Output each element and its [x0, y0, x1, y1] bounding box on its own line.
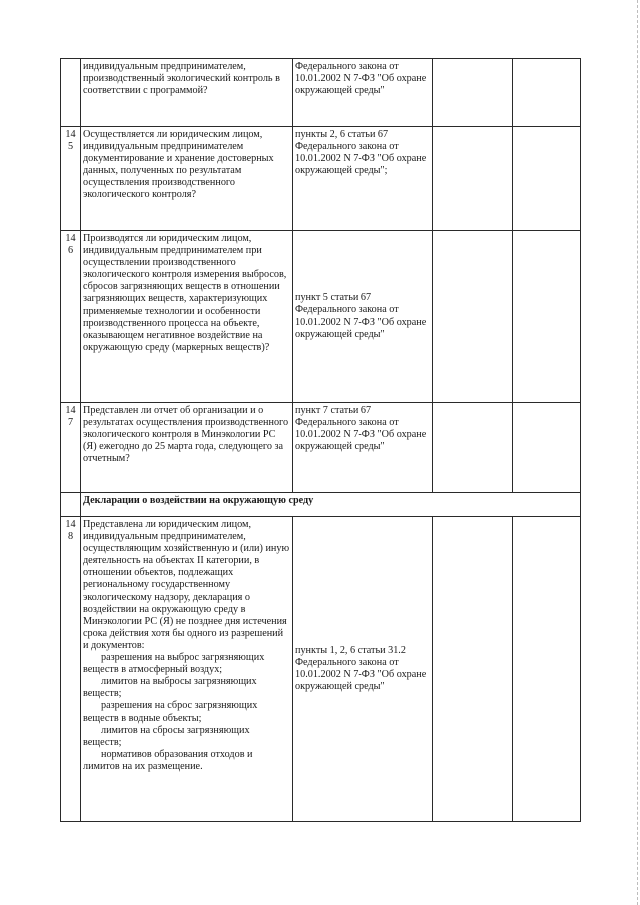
empty-cell — [433, 59, 513, 127]
checklist-table — [60, 58, 581, 822]
table-row — [61, 127, 581, 231]
empty-cell — [513, 517, 581, 822]
row-number: 146 — [61, 231, 81, 403]
row-number — [61, 59, 81, 127]
empty-cell — [433, 517, 513, 822]
row-number: 147 — [61, 403, 81, 493]
question-text: Осуществляется ли юридическим лицом, индивидуальным предпринимателем документирование и хранение достоверных данных, полученных по результатам осуществления производственного экологического контроля? — [81, 127, 293, 231]
empty-cell — [513, 59, 581, 127]
table-row — [61, 231, 581, 403]
law-reference: пункты 2, 6 статьи 67 Федерального закона от 10.01.2002 N 7-ФЗ "Об охране окружающей среды"; — [293, 127, 433, 231]
question-text: Представлен ли отчет об организации и о результатах осуществления производственного экологического контроля в Минэкологии РС (Я) ежегодно до 25 марта года, следующего за отчетным? — [81, 403, 293, 493]
section-row — [61, 493, 581, 517]
law-reference: пункты 1, 2, 6 статьи 31.2 Федерального закона от 10.01.2002 N 7-ФЗ "Об охране окружающей среды" — [293, 517, 433, 822]
empty-cell — [513, 231, 581, 403]
empty-cell — [513, 403, 581, 493]
scan-edge-line — [636, 0, 638, 905]
section-title: Декларации о воздействии на окружающую среду — [81, 493, 581, 517]
row-number: 148 — [61, 517, 81, 822]
question-text: Производятся ли юридическим лицом, индивидуальным предпринимателем при осуществлении производственного экологического контроля измерения выбросов, сбросов загрязняющих веществ в отношении загрязняющих веществ, характеризующих применяемые технологии и особенности производственного процесса на объекте, оказывающем негативное воздействие на окружающую среду (маркерных веществ)? — [81, 231, 293, 403]
list-item: лимитов на выбросы загрязняющих веществ; — [83, 676, 257, 700]
empty-cell — [513, 127, 581, 231]
law-reference: Федерального закона от 10.01.2002 N 7-ФЗ "Об охране окружающей среды" — [293, 59, 433, 127]
table-row — [61, 403, 581, 493]
question-cell — [81, 517, 293, 822]
question-text: индивидуальным предпринимателем, производственный экологический контроль в соответствии с программой? — [81, 59, 293, 127]
empty-cell — [61, 493, 81, 517]
list-item: нормативов образования отходов и лимитов на их размещение. — [83, 748, 253, 772]
list-item: разрешения на выброс загрязняющих веществ в атмосферный воздух; — [83, 652, 265, 676]
table-row — [61, 517, 581, 822]
row-number: 145 — [61, 127, 81, 231]
table-row — [61, 59, 581, 127]
list-item: разрешения на сброс загрязняющих веществ в водные объекты; — [83, 700, 258, 724]
law-reference: пункт 5 статьи 67 Федерального закона от 10.01.2002 N 7-ФЗ "Об охране окружающей среды" — [293, 231, 433, 403]
question-text: Представлена ли юридическим лицом, индивидуальным предпринимателем, осуществляющим хозяйственную и (или) иную деятельность на объектах II категории, в отношении объектов, подлежащих региональному государственному экологическому надзору, декларация о воздействии на окружающую среду в Минэкологии РС (Я) не позднее дня истечения срока действия хотя бы одного из разрешений и документов: — [83, 519, 290, 651]
law-reference: пункт 7 статьи 67 Федерального закона от 10.01.2002 N 7-ФЗ "Об охране окружающей среды" — [293, 403, 433, 493]
empty-cell — [433, 127, 513, 231]
list-item: лимитов на сбросы загрязняющих веществ; — [83, 724, 250, 748]
empty-cell — [433, 231, 513, 403]
empty-cell — [433, 403, 513, 493]
